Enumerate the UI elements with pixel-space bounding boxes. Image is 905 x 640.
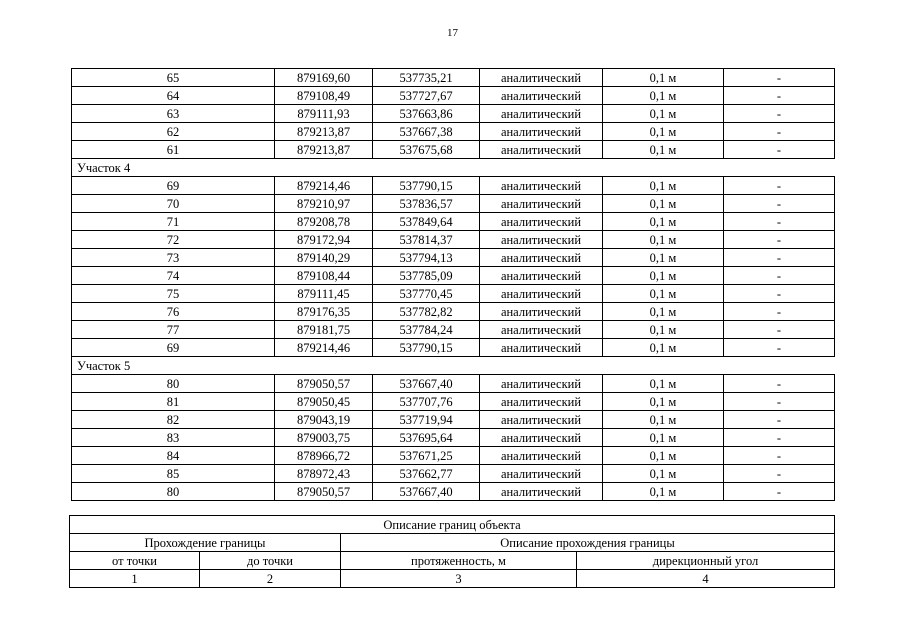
determination-method: аналитический bbox=[480, 285, 603, 303]
note: - bbox=[724, 393, 835, 411]
coord-y: 537785,09 bbox=[373, 267, 480, 285]
accuracy: 0,1 м bbox=[603, 231, 724, 249]
point-number: 76 bbox=[72, 303, 275, 321]
description-table-title: Описание границ объекта bbox=[70, 516, 835, 534]
table-row bbox=[72, 87, 835, 105]
point-number: 72 bbox=[72, 231, 275, 249]
accuracy: 0,1 м bbox=[603, 285, 724, 303]
table-row bbox=[72, 411, 835, 429]
table-row bbox=[72, 231, 835, 249]
accuracy: 0,1 м bbox=[603, 249, 724, 267]
table-row bbox=[72, 483, 835, 501]
determination-method: аналитический bbox=[480, 339, 603, 357]
note: - bbox=[724, 429, 835, 447]
note: - bbox=[724, 339, 835, 357]
accuracy: 0,1 м bbox=[603, 267, 724, 285]
coord-y: 537790,15 bbox=[373, 177, 480, 195]
point-number: 80 bbox=[72, 483, 275, 501]
point-number: 85 bbox=[72, 465, 275, 483]
table-row bbox=[72, 249, 835, 267]
coord-y: 537727,67 bbox=[373, 87, 480, 105]
table-row bbox=[72, 69, 835, 87]
point-number: 73 bbox=[72, 249, 275, 267]
point-number: 64 bbox=[72, 87, 275, 105]
coord-x: 879111,93 bbox=[275, 105, 373, 123]
point-number: 83 bbox=[72, 429, 275, 447]
point-number: 74 bbox=[72, 267, 275, 285]
table-row bbox=[72, 321, 835, 339]
accuracy: 0,1 м bbox=[603, 303, 724, 321]
determination-method: аналитический bbox=[480, 393, 603, 411]
coord-y: 537836,57 bbox=[373, 195, 480, 213]
table-row bbox=[72, 393, 835, 411]
point-number: 62 bbox=[72, 123, 275, 141]
point-number: 71 bbox=[72, 213, 275, 231]
table-row bbox=[72, 267, 835, 285]
accuracy: 0,1 м bbox=[603, 87, 724, 105]
coord-x: 879043,19 bbox=[275, 411, 373, 429]
coord-x: 879172,94 bbox=[275, 231, 373, 249]
header-from-point: от точки bbox=[70, 552, 200, 570]
determination-method: аналитический bbox=[480, 231, 603, 249]
coord-y: 537784,24 bbox=[373, 321, 480, 339]
determination-method: аналитический bbox=[480, 303, 603, 321]
accuracy: 0,1 м bbox=[603, 213, 724, 231]
table-row bbox=[72, 123, 835, 141]
note: - bbox=[724, 303, 835, 321]
note: - bbox=[724, 321, 835, 339]
coord-y: 537667,38 bbox=[373, 123, 480, 141]
note: - bbox=[724, 267, 835, 285]
coord-x: 879108,49 bbox=[275, 87, 373, 105]
point-number: 65 bbox=[72, 69, 275, 87]
table-row bbox=[72, 195, 835, 213]
column-number-2: 2 bbox=[200, 570, 341, 588]
coord-x: 878972,43 bbox=[275, 465, 373, 483]
determination-method: аналитический bbox=[480, 249, 603, 267]
determination-method: аналитический bbox=[480, 411, 603, 429]
determination-method: аналитический bbox=[480, 375, 603, 393]
table-row bbox=[72, 375, 835, 393]
accuracy: 0,1 м bbox=[603, 393, 724, 411]
point-number: 69 bbox=[72, 177, 275, 195]
accuracy: 0,1 м bbox=[603, 69, 724, 87]
note: - bbox=[724, 195, 835, 213]
note: - bbox=[724, 87, 835, 105]
section-row bbox=[72, 159, 835, 177]
table-row bbox=[72, 303, 835, 321]
coord-y: 537770,45 bbox=[373, 285, 480, 303]
header-direction-angle: дирекционный угол bbox=[577, 552, 835, 570]
point-number: 80 bbox=[72, 375, 275, 393]
determination-method: аналитический bbox=[480, 447, 603, 465]
coord-x: 879213,87 bbox=[275, 123, 373, 141]
table-row bbox=[72, 213, 835, 231]
table-row bbox=[72, 285, 835, 303]
table-row bbox=[72, 339, 835, 357]
table-row bbox=[72, 177, 835, 195]
section-label: Участок 4 bbox=[72, 159, 835, 177]
accuracy: 0,1 м bbox=[603, 141, 724, 159]
determination-method: аналитический bbox=[480, 69, 603, 87]
coord-y: 537782,82 bbox=[373, 303, 480, 321]
point-number: 61 bbox=[72, 141, 275, 159]
note: - bbox=[724, 213, 835, 231]
determination-method: аналитический bbox=[480, 429, 603, 447]
note: - bbox=[724, 447, 835, 465]
accuracy: 0,1 м bbox=[603, 483, 724, 501]
header-boundary-passage: Прохождение границы bbox=[70, 534, 341, 552]
coord-y: 537662,77 bbox=[373, 465, 480, 483]
coord-x: 879210,97 bbox=[275, 195, 373, 213]
accuracy: 0,1 м bbox=[603, 447, 724, 465]
coord-x: 879176,35 bbox=[275, 303, 373, 321]
determination-method: аналитический bbox=[480, 267, 603, 285]
coord-x: 879169,60 bbox=[275, 69, 373, 87]
accuracy: 0,1 м bbox=[603, 195, 724, 213]
determination-method: аналитический bbox=[480, 123, 603, 141]
coord-x: 879214,46 bbox=[275, 177, 373, 195]
note: - bbox=[724, 375, 835, 393]
point-number: 63 bbox=[72, 105, 275, 123]
coord-y: 537671,25 bbox=[373, 447, 480, 465]
accuracy: 0,1 м bbox=[603, 339, 724, 357]
column-number-3: 3 bbox=[341, 570, 577, 588]
coord-x: 879181,75 bbox=[275, 321, 373, 339]
determination-method: аналитический bbox=[480, 483, 603, 501]
coord-x: 879214,46 bbox=[275, 339, 373, 357]
point-number: 84 bbox=[72, 447, 275, 465]
note: - bbox=[724, 123, 835, 141]
coord-y: 537735,21 bbox=[373, 69, 480, 87]
table-row bbox=[72, 105, 835, 123]
accuracy: 0,1 м bbox=[603, 411, 724, 429]
determination-method: аналитический bbox=[480, 87, 603, 105]
coord-x: 879050,45 bbox=[275, 393, 373, 411]
accuracy: 0,1 м bbox=[603, 177, 724, 195]
header-passage-description: Описание прохождения границы bbox=[341, 534, 835, 552]
determination-method: аналитический bbox=[480, 177, 603, 195]
coord-x: 879003,75 bbox=[275, 429, 373, 447]
point-number: 82 bbox=[72, 411, 275, 429]
accuracy: 0,1 м bbox=[603, 123, 724, 141]
coord-y: 537663,86 bbox=[373, 105, 480, 123]
table-row bbox=[72, 447, 835, 465]
determination-method: аналитический bbox=[480, 195, 603, 213]
accuracy: 0,1 м bbox=[603, 429, 724, 447]
determination-method: аналитический bbox=[480, 213, 603, 231]
note: - bbox=[724, 141, 835, 159]
point-number: 81 bbox=[72, 393, 275, 411]
coord-x: 879050,57 bbox=[275, 375, 373, 393]
coord-x: 879050,57 bbox=[275, 483, 373, 501]
note: - bbox=[724, 411, 835, 429]
point-number: 70 bbox=[72, 195, 275, 213]
coord-y: 537849,64 bbox=[373, 213, 480, 231]
determination-method: аналитический bbox=[480, 105, 603, 123]
point-number: 75 bbox=[72, 285, 275, 303]
header-to-point: до точки bbox=[200, 552, 341, 570]
determination-method: аналитический bbox=[480, 141, 603, 159]
point-number: 69 bbox=[72, 339, 275, 357]
note: - bbox=[724, 285, 835, 303]
coord-y: 537814,37 bbox=[373, 231, 480, 249]
point-number: 77 bbox=[72, 321, 275, 339]
coord-x: 879111,45 bbox=[275, 285, 373, 303]
header-length: протяженность, м bbox=[341, 552, 577, 570]
accuracy: 0,1 м bbox=[603, 375, 724, 393]
note: - bbox=[724, 231, 835, 249]
coord-y: 537790,15 bbox=[373, 339, 480, 357]
note: - bbox=[724, 483, 835, 501]
coord-x: 878966,72 bbox=[275, 447, 373, 465]
table-row bbox=[72, 429, 835, 447]
coord-x: 879208,78 bbox=[275, 213, 373, 231]
page-number: 17 bbox=[447, 27, 458, 39]
accuracy: 0,1 м bbox=[603, 465, 724, 483]
section-row bbox=[72, 357, 835, 375]
column-number-4: 4 bbox=[577, 570, 835, 588]
coord-y: 537667,40 bbox=[373, 483, 480, 501]
note: - bbox=[724, 177, 835, 195]
coord-y: 537667,40 bbox=[373, 375, 480, 393]
coord-x: 879140,29 bbox=[275, 249, 373, 267]
accuracy: 0,1 м bbox=[603, 105, 724, 123]
note: - bbox=[724, 105, 835, 123]
column-number-1: 1 bbox=[70, 570, 200, 588]
coord-y: 537719,94 bbox=[373, 411, 480, 429]
note: - bbox=[724, 465, 835, 483]
boundary-description-table bbox=[69, 515, 835, 588]
table-row bbox=[72, 141, 835, 159]
coord-y: 537695,64 bbox=[373, 429, 480, 447]
note: - bbox=[724, 69, 835, 87]
determination-method: аналитический bbox=[480, 465, 603, 483]
accuracy: 0,1 м bbox=[603, 321, 724, 339]
coordinates-table bbox=[71, 68, 835, 501]
coord-y: 537794,13 bbox=[373, 249, 480, 267]
coord-x: 879108,44 bbox=[275, 267, 373, 285]
coord-y: 537675,68 bbox=[373, 141, 480, 159]
table-row bbox=[72, 465, 835, 483]
coord-y: 537707,76 bbox=[373, 393, 480, 411]
note: - bbox=[724, 249, 835, 267]
section-label: Участок 5 bbox=[72, 357, 835, 375]
determination-method: аналитический bbox=[480, 321, 603, 339]
coord-x: 879213,87 bbox=[275, 141, 373, 159]
